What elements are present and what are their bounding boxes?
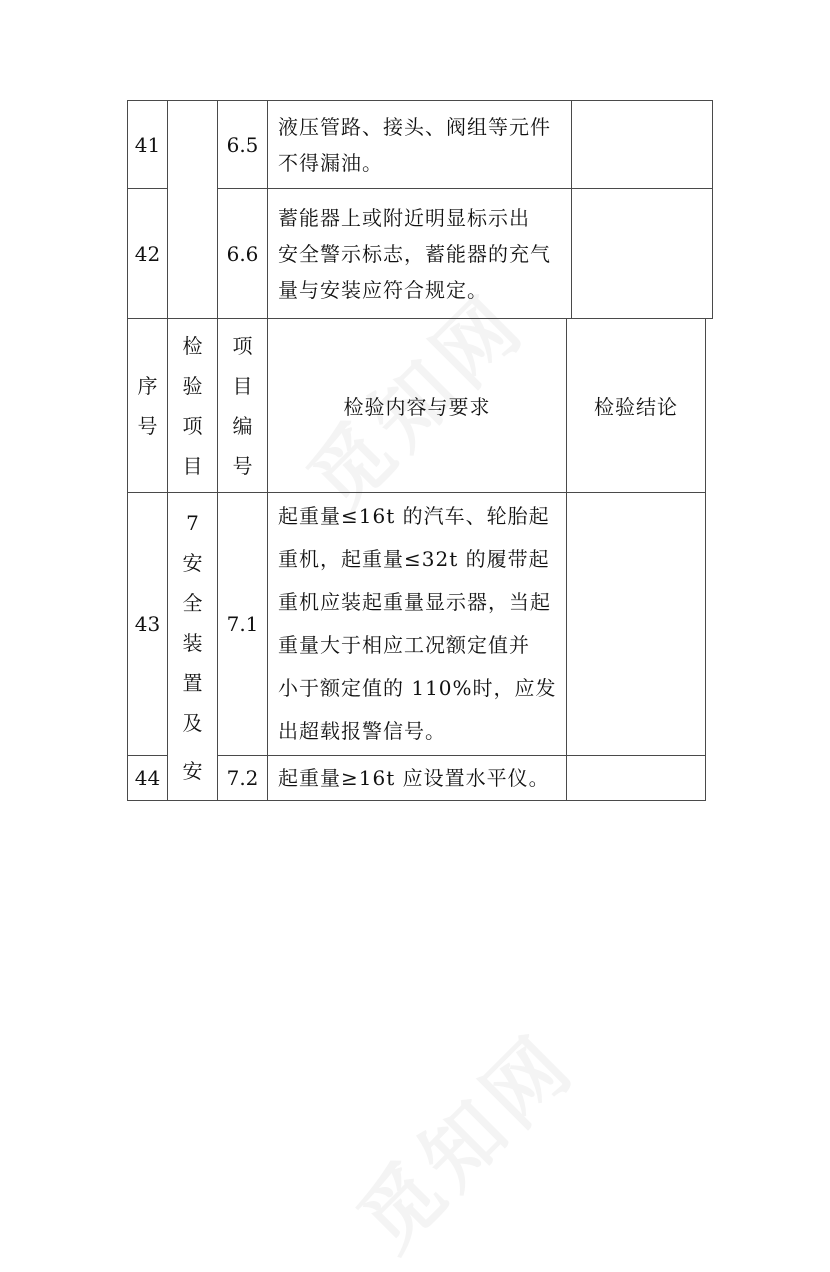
content-line: 小于额定值的 110%时，应发	[278, 676, 557, 700]
header-char: 号	[137, 413, 158, 438]
watermark	[328, 1004, 596, 1272]
item-char: 置	[182, 671, 203, 695]
table-row-code: 7.1	[226, 612, 259, 636]
header-code	[218, 319, 267, 492]
table-row-seq: 41	[134, 132, 161, 157]
table-row-code: 6.6	[226, 241, 259, 266]
content-line: 重机，起重量≤32t 的履带起	[278, 547, 550, 571]
content-line: 出超载报警信号。	[278, 719, 446, 743]
content-line: 不得漏油。	[278, 150, 383, 175]
header-seq	[128, 319, 167, 492]
header-char: 验	[182, 373, 203, 398]
content-line: 重机应装起重量显示器，当起	[278, 590, 551, 614]
table-row-conclusion	[572, 189, 712, 318]
table-row-conclusion	[567, 493, 705, 755]
header-item	[168, 319, 217, 492]
header-char: 目	[232, 373, 253, 398]
table-row-conclusion	[572, 101, 712, 188]
table-row-content	[268, 101, 571, 188]
content-line: 安全警示标志，蓄能器的充气	[278, 241, 551, 266]
header-char: 号	[232, 453, 253, 478]
content-line: 起重量≥16t 应设置水平仪。	[278, 766, 550, 790]
content-line: 液压管路、接头、阀组等元件	[278, 114, 551, 139]
header-char: 项	[182, 413, 203, 438]
header-char: 目	[182, 453, 203, 478]
table-row-seq: 42	[134, 241, 161, 266]
content-line: 起重量≤16t 的汽车、轮胎起	[278, 504, 550, 528]
item-char: 安	[182, 759, 203, 783]
content-line: 蓄能器上或附近明显标示出	[278, 205, 530, 230]
item-char: 安	[182, 551, 203, 575]
table-row-content	[268, 756, 566, 800]
item-char: 全	[182, 591, 203, 615]
header-char: 项	[232, 333, 253, 358]
item-char: 装	[182, 631, 203, 655]
header-content: 检验内容与要求	[343, 395, 491, 419]
header-char: 序	[137, 373, 158, 398]
table-row-content	[268, 189, 571, 318]
content-line: 重量大于相应工况额定值并	[278, 633, 530, 657]
table-row-conclusion	[567, 756, 705, 800]
table-row-seq: 43	[134, 612, 161, 636]
table-row-code: 7.2	[226, 766, 259, 790]
header-char: 编	[232, 413, 253, 438]
item-group-7	[168, 493, 217, 800]
content-line: 量与安装应符合规定。	[278, 277, 488, 302]
table-row-code: 6.5	[226, 132, 259, 157]
table-row-seq: 44	[134, 766, 161, 790]
header-conclusion: 检验结论	[594, 395, 678, 419]
header-char: 检	[182, 333, 203, 358]
item-char: 及	[182, 711, 203, 735]
item-char: 7	[186, 511, 199, 535]
table-row-content	[268, 493, 566, 755]
